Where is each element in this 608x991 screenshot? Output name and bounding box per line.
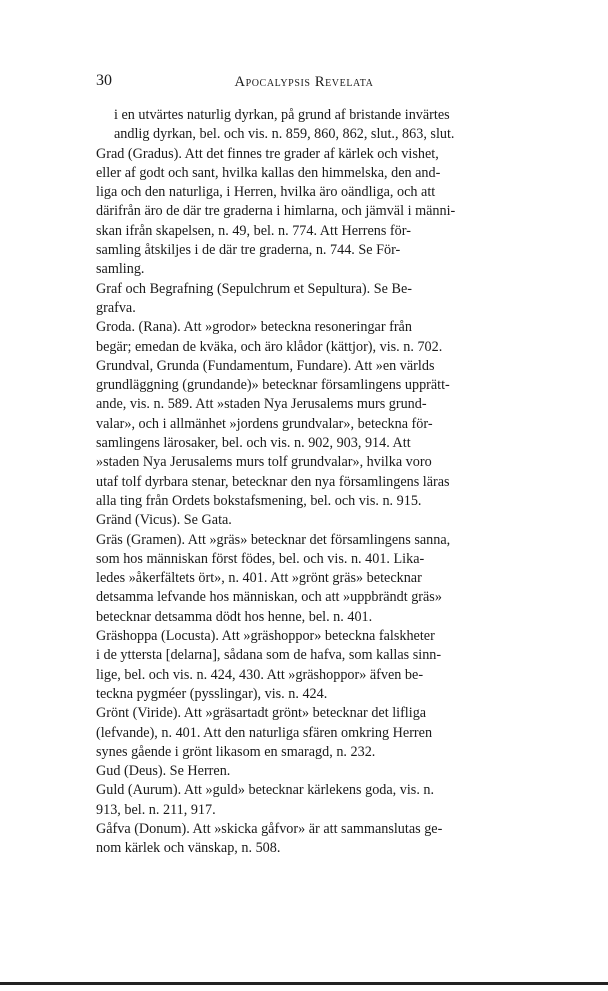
text-line: begär; emedan de kväka, och äro klådor (kättjor), vis. n. 702. [96,338,443,355]
text-line: Gräs (Gramen). Att »gräs» betecknar det församlingens sanna, [96,531,451,548]
entry-grad [96,145,554,280]
text-line: ledes »åkerfältets ört», n. 401. Att »grönt gräs» betecknar [96,570,422,587]
text-line: alla ting från Ordets bokstafsmening, bel. och vis. n. 915. [96,492,422,509]
text-line: grundläggning (grundande)» betecknar församlingens upprätt- [96,377,450,394]
text-line: (lefvande), n. 401. Att den naturliga sfären omkring Herren [96,724,433,741]
text-line: därifrån äro de där tre graderna i himlarna, och jämväl i männi- [96,203,456,220]
text-line: samlingens lärosaker, bel. och vis. n. 902, 903, 914. Att [96,435,411,452]
text-line: »staden Nya Jerusalems murs tolf grundvalar», hvilka voro [96,454,432,471]
text-line: detsamma lefvande hos människan, och att »uppbrändt gräs» [96,589,442,606]
text-line: betecknar detsamma dödt hos henne, bel. n. 401. [96,608,373,625]
text-line: lige, bel. och vis. n. 424, 430. Att »gräshoppor» äfven be- [96,666,424,683]
text-line: som hos människan först födes, bel. och vis. n. 401. Lika- [96,550,425,567]
entry-graf [96,280,554,319]
page-header [0,72,608,92]
text-line: ande, vis. n. 589. Att »staden Nya Jerusalems murs grund- [96,396,427,413]
text-line: Guld (Aurum). Att »guld» betecknar kärlekens goda, vis. n. [96,782,435,799]
page-number: 30 [96,72,112,89]
text-line: teckna pygméer (pysslingar), vis. n. 424. [96,685,328,702]
text-line: grafva. [96,299,136,316]
entry-gud [96,762,554,781]
text-line: samling åtskiljes i de där tre graderna, n. 744. Se För- [96,242,401,259]
text-line: Gud (Deus). Se Herren. [96,763,231,780]
entry-gront [96,704,554,762]
text-line: valar», och i allmänhet »jordens grundvalar», beteckna för- [96,415,433,432]
running-title: Apocalypsis Revelata [234,74,374,90]
text-line: i de yttersta [delarna], sådana som de hafva, som kallas sinn- [96,647,442,664]
entry-grashoppa [96,627,554,704]
text-line: Grundval, Grunda (Fundamentum, Fundare). Att »en världs [96,357,435,374]
entry-grundval [96,357,554,511]
text-line: andlig dyrkan, bel. och vis. n. 859, 860, 862, slut., 863, slut. [114,126,455,143]
bottom-border [0,982,608,985]
entry-continuation [96,106,554,145]
text-line: Gåfva (Donum). Att »skicka gåfvor» är att sammanslutas ge- [96,820,443,837]
text-line: Gränd (Vicus). Se Gata. [96,512,232,529]
entry-gras [96,531,554,627]
text-line: eller af godt och sant, hvilka kallas den himmelska, den and- [96,164,441,181]
entry-guld [96,781,554,820]
text-line: i en utvärtes naturlig dyrkan, på grund af bristande invärtes [114,107,450,123]
text-line: Graf och Begrafning (Sepulchrum et Sepultura). Se Be- [96,280,412,297]
text-line: Gräshoppa (Locusta). Att »gräshoppor» beteckna falskheter [96,628,435,645]
text-line: Groda. (Rana). Att »grodor» beteckna resoneringar från [96,319,412,336]
text-line: liga och den naturliga, i Herren, hvilka äro oändliga, och att [96,184,436,201]
entry-gafva [96,820,554,859]
text-line: 913, bel. n. 211, 917. [96,801,216,818]
text-line: skan ifrån skapelsen, n. 49, bel. n. 774. Att Herrens för- [96,222,411,239]
glossary-body [96,106,554,859]
text-line: Grad (Gradus). Att det finnes tre grader af kärlek och vishet, [96,145,439,162]
entry-groda [96,318,554,357]
text-line: samling. [96,261,145,278]
entry-grand [96,511,554,530]
text-line: utaf tolf dyrbara stenar, betecknar den nya församlingens läras [96,473,450,490]
text-line: Grönt (Viride). Att »gräsartadt grönt» betecknar det lifliga [96,705,427,722]
text-line: nom kärlek och vänskap, n. 508. [96,840,281,857]
text-line: synes gående i grönt likasom en smaragd, n. 232. [96,743,376,760]
